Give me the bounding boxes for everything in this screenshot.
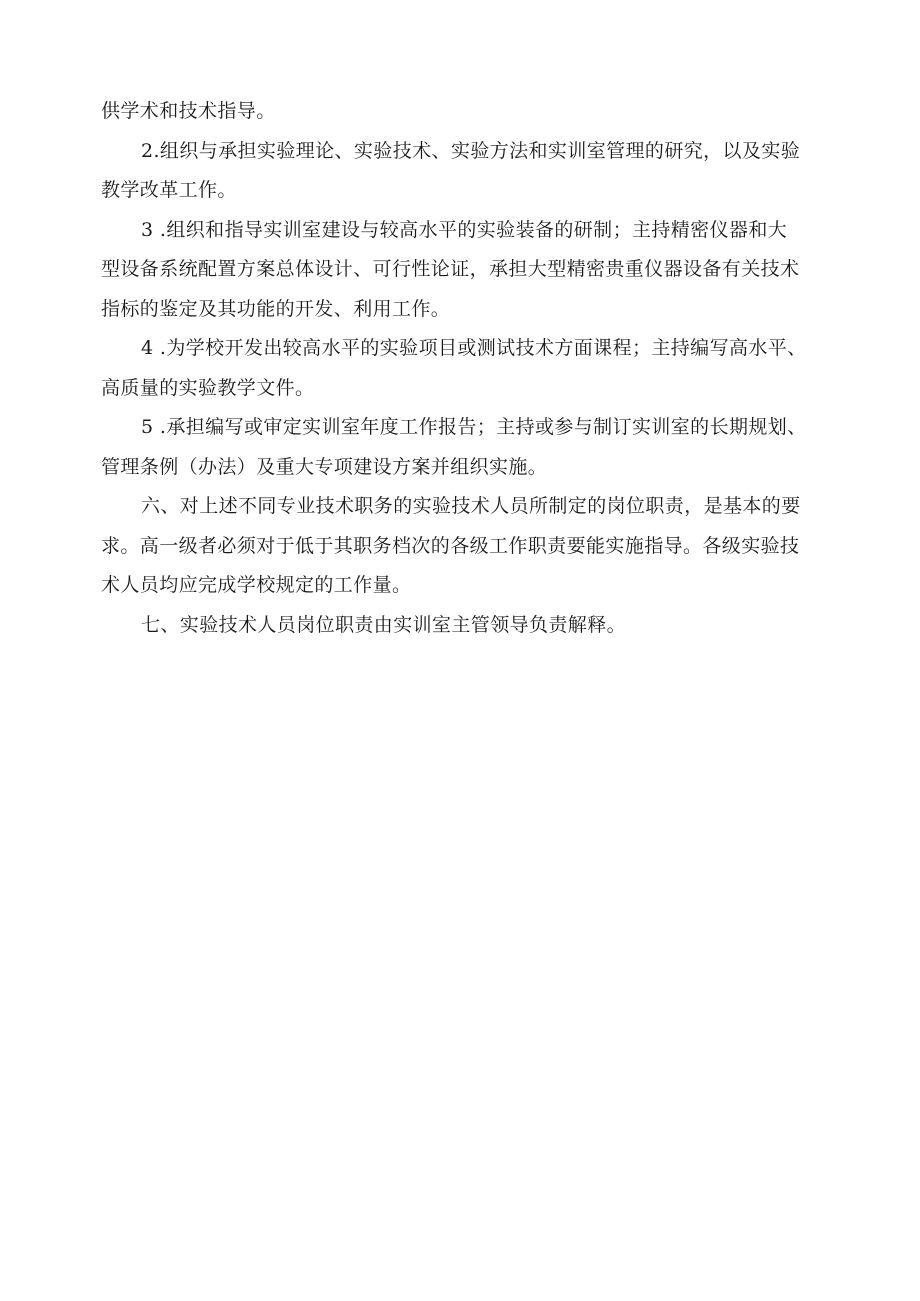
- text-line: 2.组织与承担实验理论、实验技术、实验方法和实训室管理的研究，以及实验: [141, 139, 801, 162]
- text-line: 型设备系统配置方案总体设计、可行性论证，承担大型精密贵重仪器设备有关技术: [101, 258, 800, 280]
- paragraph-item-4: [101, 329, 829, 408]
- text-line: 5 .承担编写或审定实训室年度工作报告；主持或参与制订实训室的长期规划、: [141, 416, 807, 438]
- paragraph-item-2: [101, 132, 829, 211]
- text-line: 供学术和技术指导。: [101, 100, 276, 122]
- paragraph-item-5: [101, 408, 829, 487]
- text-line: 高质量的实验教学文件。: [101, 376, 315, 399]
- paragraph-section-7: [101, 606, 829, 646]
- text-line: 六、对上述不同专业技术职务的实验技术人员所制定的岗位职责，是基本的要: [141, 495, 801, 517]
- paragraph-item-3: [101, 211, 829, 330]
- document-body: [101, 92, 829, 645]
- text-line: 七、实验技术人员岗位职责由实训室主管领导负责解释。: [141, 613, 627, 636]
- text-line: 求。高一级者必须对于低于其职务档次的各级工作职责要能实施指导。各级实验技: [101, 534, 800, 557]
- text-line: 教学改革工作。: [101, 179, 237, 201]
- text-line: 3 .组织和指导实训室建设与较高水平的实验装备的研制；主持精密仪器和大: [141, 218, 788, 241]
- text-line: 4 .为学校开发出较高水平的实验项目或测试技术方面课程；主持编写高水平、: [141, 337, 807, 359]
- text-line: 管理条例（办法）及重大专项建设方案并组织实施。: [101, 455, 548, 478]
- paragraph-section-6: [101, 487, 829, 606]
- text-line: 术人员均应完成学校规定的工作量。: [101, 574, 412, 596]
- paragraph-continuation: [101, 92, 829, 132]
- text-line: 指标的鉴定及其功能的开发、利用工作。: [101, 297, 451, 320]
